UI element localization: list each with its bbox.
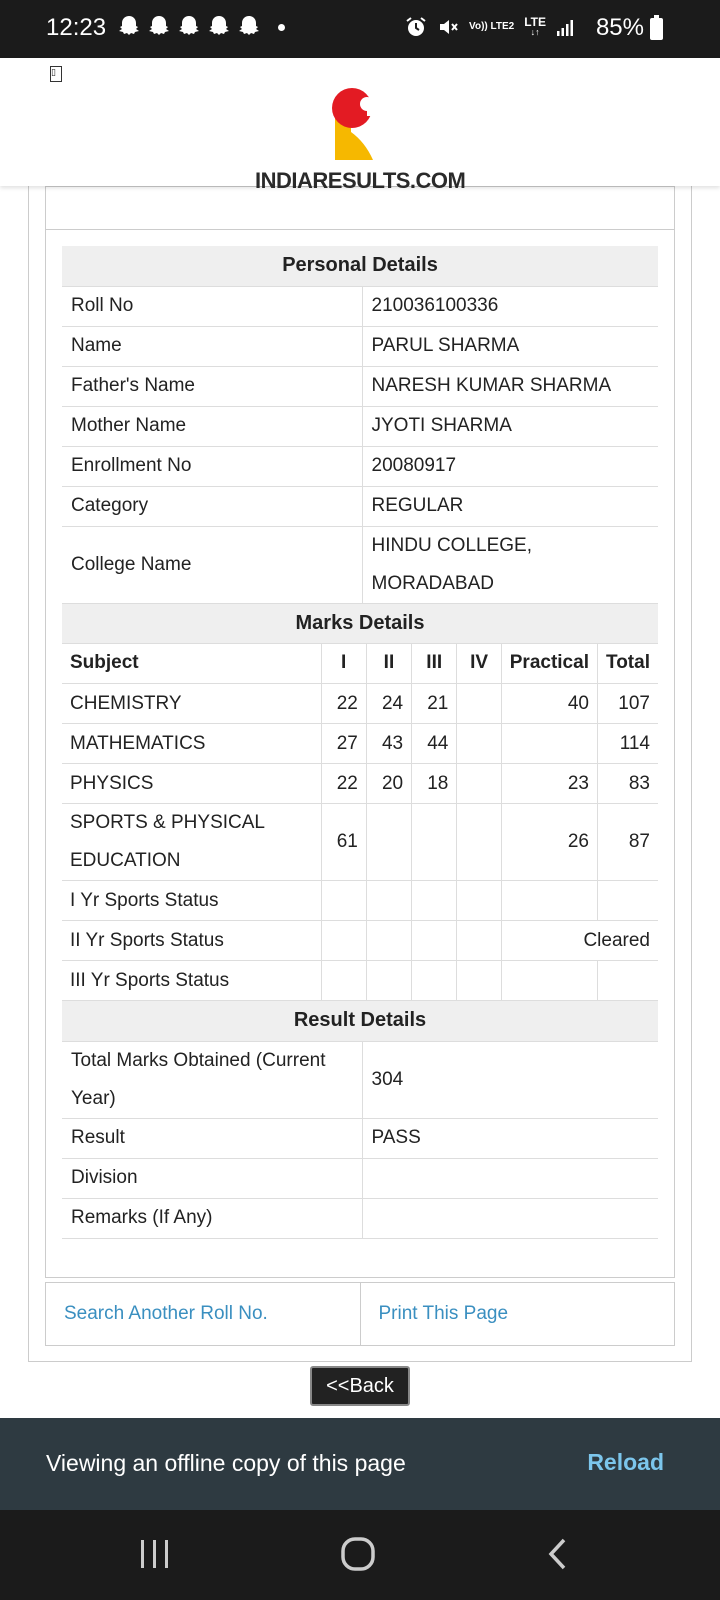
snapchat-icon — [208, 15, 230, 39]
battery-icon — [650, 18, 663, 40]
mark-iv — [457, 684, 501, 724]
mark-iv — [457, 724, 501, 764]
label-roll-no: Roll No — [62, 286, 362, 326]
col-total: Total — [597, 644, 658, 684]
result-details-table — [62, 1001, 658, 1239]
col-iii: III — [412, 644, 457, 684]
sports-status-value: Cleared — [501, 921, 658, 961]
marks-table — [62, 644, 658, 1002]
site-header — [0, 58, 720, 193]
network-indicator — [469, 22, 514, 32]
label-category: Category — [62, 486, 362, 526]
mark-practical — [501, 724, 597, 764]
col-ii: II — [366, 644, 411, 684]
table-row — [62, 724, 658, 764]
reload-button[interactable]: Reload — [587, 1449, 664, 1475]
subject-name: MATHEMATICS — [62, 724, 321, 764]
marks-header-row — [62, 644, 658, 684]
value-result: PASS — [362, 1118, 658, 1158]
label-fathers-name: Father's Name — [62, 366, 362, 406]
battery-percent: 85% — [595, 14, 644, 41]
col-practical: Practical — [501, 644, 597, 684]
marks-details-heading: Marks Details — [62, 603, 658, 643]
mute-icon — [437, 16, 459, 38]
col-subject: Subject — [62, 644, 321, 684]
mark-i: 22 — [321, 684, 366, 724]
more-notifications-dot — [278, 24, 285, 31]
label-mother-name: Mother Name — [62, 406, 362, 446]
subject-name: PHYSICS — [62, 764, 321, 804]
value-roll-no: 210036100336 — [362, 286, 658, 326]
search-another-roll-link[interactable]: Search Another Roll No. — [64, 1303, 268, 1324]
personal-details-table — [62, 246, 658, 644]
subject-name: SPORTS & PHYSICAL EDUCATION — [62, 804, 321, 881]
mark-total: 83 — [597, 764, 658, 804]
system-icons — [405, 16, 574, 38]
value-remarks — [362, 1198, 658, 1238]
print-page-link[interactable]: Print This Page — [360, 1283, 675, 1345]
mark-iii: 18 — [412, 764, 457, 804]
volte-label: Vo)) LTE2 — [469, 21, 515, 32]
back-icon[interactable] — [546, 1537, 570, 1571]
sports-status-value — [597, 961, 658, 1001]
lte-indicator: LTE ↓↑ — [524, 15, 546, 37]
sports-status-row — [62, 961, 658, 1001]
label-enrollment-no: Enrollment No — [62, 446, 362, 486]
system-nav-bar — [0, 1510, 720, 1600]
mark-iii — [412, 804, 457, 881]
snapchat-icon — [178, 15, 200, 39]
status-bar — [0, 0, 720, 58]
recents-icon[interactable] — [138, 1538, 172, 1570]
mark-ii: 20 — [366, 764, 411, 804]
logo-mark — [255, 72, 465, 168]
result-table — [62, 246, 658, 1239]
mark-iii: 44 — [412, 724, 457, 764]
value-name: PARUL SHARMA — [362, 326, 658, 366]
mark-ii: 43 — [366, 724, 411, 764]
site-logo[interactable] — [255, 72, 466, 193]
col-iv: IV — [457, 644, 501, 684]
mark-i: 22 — [321, 764, 366, 804]
signal-icon — [556, 18, 574, 36]
action-links — [45, 1282, 675, 1346]
value-college-name: HINDU COLLEGE, MORADABAD — [362, 526, 658, 603]
mark-iv — [457, 804, 501, 881]
mark-total: 114 — [597, 724, 658, 764]
result-page — [0, 186, 720, 1418]
lte-label: LTE — [524, 15, 546, 29]
snapchat-icon — [118, 15, 140, 39]
sports-status-row — [62, 921, 658, 961]
home-icon[interactable] — [340, 1536, 376, 1572]
mark-practical: 26 — [501, 804, 597, 881]
mark-ii: 24 — [366, 684, 411, 724]
sports-status-label: II Yr Sports Status — [62, 921, 321, 961]
label-total-marks: Total Marks Obtained (Current Year) — [62, 1041, 362, 1118]
label-name: Name — [62, 326, 362, 366]
broken-image-icon: ▯ — [50, 66, 62, 82]
snapchat-icon — [148, 15, 170, 39]
value-fathers-name: NARESH KUMAR SHARMA — [362, 366, 658, 406]
status-time: 12:23 — [46, 14, 107, 41]
sports-status-label: I Yr Sports Status — [62, 881, 321, 921]
offline-banner — [0, 1418, 720, 1510]
sports-status-label: III Yr Sports Status — [62, 961, 321, 1001]
back-button[interactable]: <<Back — [310, 1366, 410, 1406]
col-i: I — [321, 644, 366, 684]
mark-total: 87 — [597, 804, 658, 881]
label-college-name: College Name — [62, 526, 362, 603]
value-division — [362, 1158, 658, 1198]
mark-iii: 21 — [412, 684, 457, 724]
table-row — [62, 764, 658, 804]
snapchat-icon — [238, 15, 260, 39]
mark-iv — [457, 764, 501, 804]
label-remarks: Remarks (If Any) — [62, 1198, 362, 1238]
offline-message: Viewing an offline copy of this page — [46, 1450, 406, 1476]
value-enrollment-no: 20080917 — [362, 446, 658, 486]
sports-status-row — [62, 881, 658, 921]
label-result: Result — [62, 1118, 362, 1158]
mark-practical: 40 — [501, 684, 597, 724]
personal-details-heading: Personal Details — [62, 246, 658, 286]
result-details-heading: Result Details — [62, 1001, 658, 1041]
label-division: Division — [62, 1158, 362, 1198]
subject-name: CHEMISTRY — [62, 684, 321, 724]
mark-i: 27 — [321, 724, 366, 764]
table-row — [62, 804, 658, 881]
sports-status-value — [597, 881, 658, 921]
value-total-marks: 304 — [362, 1041, 658, 1118]
mark-ii — [366, 804, 411, 881]
value-mother-name: JYOTI SHARMA — [362, 406, 658, 446]
logo-text: INDIARESULTS.COM — [255, 168, 466, 193]
notification-icons — [118, 15, 285, 39]
value-category: REGULAR — [362, 486, 658, 526]
table-row — [62, 684, 658, 724]
mark-practical: 23 — [501, 764, 597, 804]
mark-total: 107 — [597, 684, 658, 724]
alarm-icon — [405, 16, 427, 38]
mark-i: 61 — [321, 804, 366, 881]
